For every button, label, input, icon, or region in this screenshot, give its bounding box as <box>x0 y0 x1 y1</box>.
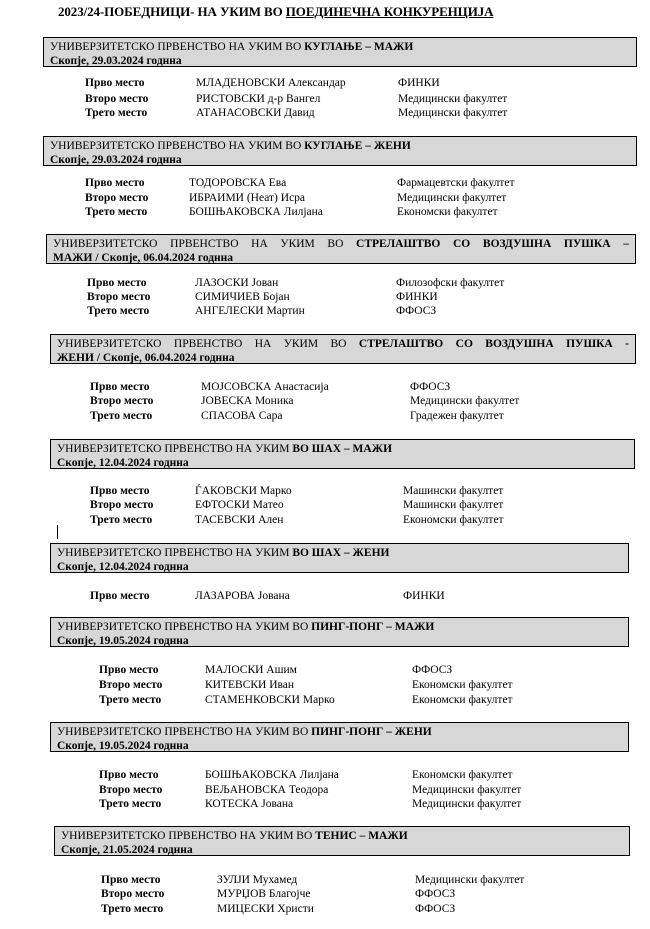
section-date-line <box>50 153 630 167</box>
winner-name: СПАСОВА Сара <box>201 410 283 422</box>
event-date: Скопје, 29.03.2024 годнна <box>50 55 182 67</box>
section-title-line <box>57 442 628 456</box>
winner-faculty: Економски факултет <box>412 679 513 691</box>
winner-row <box>90 589 600 603</box>
winner-name: МЛАДЕНОВСКИ Александар <box>196 77 346 89</box>
section-header <box>43 136 637 166</box>
winner-row <box>90 409 600 423</box>
event-date: Скопје, 12.04.2024 годнна <box>57 457 189 469</box>
place-label: Трето место <box>99 798 162 810</box>
winner-name: КОТЕСКА Јована <box>205 798 294 810</box>
winner-faculty: ФФОСЗ <box>415 888 456 900</box>
event-date: Скопје, 12.04.2024 годнна <box>57 561 189 573</box>
winner-name: РИСТОВСКИ д-р Вангел <box>196 93 321 105</box>
event-date: Скопје, 21.05.2024 годнна <box>61 844 193 856</box>
sport-name: ПИНГ-ПОНГ – МАЖИ <box>311 621 435 633</box>
place-label: Трето место <box>85 206 148 218</box>
title-prefix: 2023/24-ПОБЕДНИЦИ- НА УКИМ ВО <box>58 4 286 19</box>
winner-row <box>101 902 600 916</box>
winner-name: СТАМЕНКОВСКИ Марко <box>205 694 335 706</box>
section-date-line <box>57 739 622 753</box>
sport-name: КУГЛАЊЕ – ЖЕНИ <box>304 140 411 152</box>
winner-name: АНГЕЛЕСКИ Мартин <box>195 305 305 317</box>
place-label: Прво место <box>90 485 150 497</box>
winner-faculty: Медицински факултет <box>415 874 525 886</box>
championship-label: УНИВЕРЗИТЕТСКО ПРВЕНСТВО НА УКИМ ВО <box>57 621 312 633</box>
championship-label: УНИВЕРЗИТЕТСКО ПРВЕНСТВО НА УКИМ <box>57 443 293 455</box>
winner-row <box>90 498 600 512</box>
place-label: Прво место <box>90 381 150 393</box>
winner-row <box>90 484 600 498</box>
championship-label: УНИВЕРЗИТЕТСКО ПРВЕНСТВО НА УКИМ ВО <box>57 726 312 738</box>
winner-row <box>85 191 600 205</box>
sport-name: ТЕНИС – МАЖИ <box>315 830 408 842</box>
section-header <box>46 234 636 264</box>
winner-row <box>99 693 600 707</box>
place-label: Второ место <box>101 888 165 900</box>
championship-label: УНИВЕРЗИТЕТСКО ПРВЕНСТВО НА УКИМ ВО <box>53 238 357 250</box>
winner-faculty: Филозофски факултет <box>396 277 505 289</box>
winner-row <box>85 76 600 90</box>
winner-name: ЈОВЕСКА Моника <box>201 395 294 407</box>
winner-row <box>85 106 600 120</box>
winner-faculty: ФИНКИ <box>398 77 440 89</box>
event-date: Скопје, 19.05.2024 годнна <box>57 635 189 647</box>
winner-faculty: ФФОСЗ <box>415 903 456 915</box>
winner-row <box>101 873 600 887</box>
winner-row <box>85 92 600 106</box>
winner-faculty: ФФОСЗ <box>410 381 451 393</box>
winner-faculty: ФИНКИ <box>396 291 438 303</box>
place-label: Второ место <box>87 291 151 303</box>
place-label: Трето место <box>90 410 153 422</box>
winner-name: ЛАЗОСКИ Јован <box>195 277 279 289</box>
section-title-line <box>57 337 629 351</box>
place-label: Трето место <box>85 107 148 119</box>
place-label: Прво место <box>85 177 145 189</box>
section-date-line <box>57 634 622 648</box>
sport-name: ВО ШАХ – МАЖИ <box>292 443 393 455</box>
sport-name: СТРЕЛАШТВО СО ВОЗДУШНА ПУШКА - <box>358 338 629 350</box>
event-date: ЖЕНИ / Скопје, 06.04.2024 годнна <box>57 352 235 364</box>
section-header <box>50 617 629 647</box>
section-date-line <box>57 351 629 365</box>
winner-faculty: Економски факултет <box>403 514 504 526</box>
winner-name: ИБРАИМИ (Неат) Исра <box>189 192 306 204</box>
championship-label: УНИВЕРЗИТЕТСКО ПРВЕНСТВО НА УКИМ ВО <box>50 140 305 152</box>
event-date: Скопје, 19.05.2024 годнна <box>57 740 189 752</box>
event-date: МАЖИ / Скопје, 06.04.2024 годнна <box>53 252 234 264</box>
winner-faculty: Медицински факултет <box>412 784 522 796</box>
margin-mark <box>57 525 58 539</box>
winner-row <box>87 290 600 304</box>
place-label: Второ место <box>90 395 154 407</box>
winner-name: ТОДОРОВСКА Ева <box>189 177 287 189</box>
winner-name: ЗУЛЈИ Мухамед <box>217 874 298 886</box>
winner-faculty: Медицински факултет <box>412 798 522 810</box>
place-label: Второ место <box>99 784 163 796</box>
winner-row <box>85 205 600 219</box>
winner-faculty: ФИНКИ <box>403 590 445 602</box>
winner-row <box>90 394 600 408</box>
winner-faculty: Медицински факултет <box>398 93 508 105</box>
winner-row <box>99 678 600 692</box>
winner-name: ЃАКОВСКИ Марко <box>195 485 292 497</box>
section-header <box>50 543 629 573</box>
section-title-line <box>57 725 622 739</box>
winner-faculty: ФФОСЗ <box>412 664 453 676</box>
place-label: Прво место <box>101 874 161 886</box>
championship-label: УНИВЕРЗИТЕТСКО ПРВЕНСТВО НА УКИМ ВО <box>57 338 359 350</box>
section-date-line <box>50 54 630 68</box>
title-underlined: ПОЕДИНЕЧНА КОНКУРЕНЦИЈА <box>285 4 494 19</box>
winner-faculty: Фармацевтски факултет <box>397 177 515 189</box>
place-label: Второ место <box>85 93 149 105</box>
place-label: Прво место <box>90 590 150 602</box>
section-header <box>43 37 637 67</box>
championship-label: УНИВЕРЗИТЕТСКО ПРВЕНСТВО НА УКИМ ВО <box>61 830 316 842</box>
place-label: Трето место <box>87 305 150 317</box>
place-label: Прво место <box>87 277 147 289</box>
winner-name: АТАНАСОВСКИ Давид <box>196 107 315 119</box>
section-title-line <box>53 237 629 251</box>
winner-name: МУРЏОВ Благојче <box>217 888 311 900</box>
winner-name: ЕФТОСКИ Матео <box>195 499 284 511</box>
winner-name: МАЛОСКИ Ашим <box>205 664 297 676</box>
place-label: Трето место <box>90 514 153 526</box>
document-title <box>58 4 493 20</box>
section-header <box>50 334 636 364</box>
winner-row <box>99 768 600 782</box>
winner-name: БОШЊАКОВСКА Лилјана <box>205 769 339 781</box>
winner-faculty: Машински факултет <box>403 485 504 497</box>
section-title-line <box>57 546 622 560</box>
winner-faculty: ФФОСЗ <box>396 305 437 317</box>
winner-row <box>99 797 600 811</box>
place-label: Прво место <box>99 664 159 676</box>
winner-name: ТАСЕВСКИ Ален <box>195 514 284 526</box>
place-label: Прво место <box>85 77 145 89</box>
winner-faculty: Медицински факултет <box>397 192 507 204</box>
winner-row <box>90 380 600 394</box>
sport-name: СТРЕЛАШТВО СО ВОЗДУШНА ПУШКА – <box>356 238 629 250</box>
winner-name: ЛАЗАРОВА Јована <box>195 590 290 602</box>
winner-name: КИТЕВСКИ Иван <box>205 679 295 691</box>
winner-row <box>99 783 600 797</box>
winner-faculty: Економски факултет <box>397 206 498 218</box>
place-label: Второ место <box>90 499 154 511</box>
winner-name: СИМИЧИЕВ Бојан <box>195 291 290 303</box>
section-title-line <box>57 620 622 634</box>
championship-label: УНИВЕРЗИТЕТСКО ПРВЕНСТВО НА УКИМ ВО <box>50 41 305 53</box>
championship-label: УНИВЕРЗИТЕТСКО ПРВЕНСТВО НА УКИМ <box>57 547 293 559</box>
place-label: Второ место <box>85 192 149 204</box>
winner-name: ВЕЉАНОВСКА Теодора <box>205 784 329 796</box>
place-label: Прво место <box>99 769 159 781</box>
place-label: Второ место <box>99 679 163 691</box>
winner-row <box>87 276 600 290</box>
section-header <box>54 826 630 856</box>
sport-name: ПИНГ-ПОНГ – ЖЕНИ <box>311 726 432 738</box>
winner-name: МОЈСОВСКА Анастасија <box>201 381 329 393</box>
section-title-line <box>61 829 623 843</box>
section-header <box>50 722 629 752</box>
winner-faculty: Градежен факултет <box>410 410 504 422</box>
sport-name: КУГЛАЊЕ – МАЖИ <box>304 41 414 53</box>
place-label: Трето место <box>99 694 162 706</box>
section-header <box>50 439 635 469</box>
section-title-line <box>50 139 630 153</box>
section-date-line <box>57 560 622 574</box>
section-date-line <box>57 456 628 470</box>
winner-row <box>90 513 600 527</box>
section-date-line <box>61 843 623 857</box>
winner-faculty: Медицински факултет <box>410 395 520 407</box>
winner-faculty: Медицински факултет <box>398 107 508 119</box>
winner-faculty: Економски факултет <box>412 694 513 706</box>
sport-name: ВО ШАХ – ЖЕНИ <box>292 547 390 559</box>
winner-faculty: Економски факултет <box>412 769 513 781</box>
winner-row <box>101 887 600 901</box>
winner-row <box>85 176 600 190</box>
winner-faculty: Машински факултет <box>403 499 504 511</box>
event-date: Скопје, 29.03.2024 годнна <box>50 154 182 166</box>
winner-name: БОШЊАКОВСКА Лилјана <box>189 206 323 218</box>
section-date-line <box>53 251 629 265</box>
winner-name: МИЦЕСКИ Христи <box>217 903 314 915</box>
winner-row <box>87 304 600 318</box>
winner-row <box>99 663 600 677</box>
place-label: Трето место <box>101 903 164 915</box>
section-title-line <box>50 40 630 54</box>
